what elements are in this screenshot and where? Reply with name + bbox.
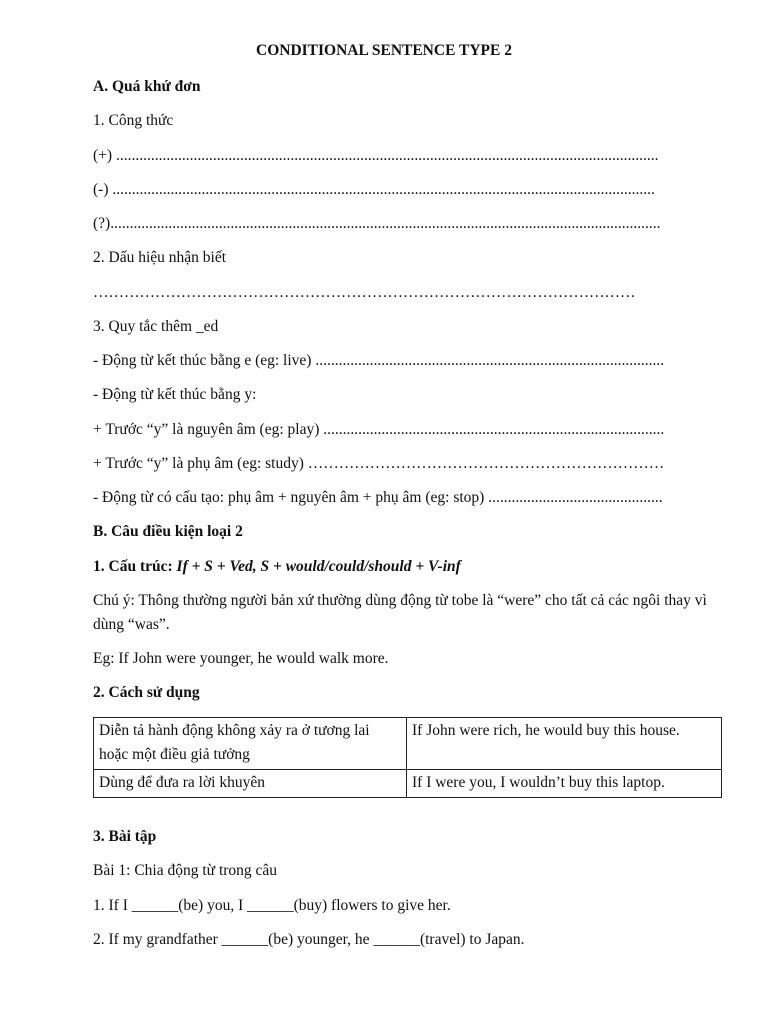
- rule-y-vowel: + Trước “y” là nguyên âm (eg: play) ........................................................................................: [93, 421, 665, 438]
- positive-form-blank: (+) ............................................................................................................................................: [93, 147, 659, 164]
- structure-label: 1. Cấu trúc:: [93, 558, 177, 575]
- section-a-heading: A. Quá khứ đơn: [93, 78, 201, 95]
- example-sentence: Eg: If John were younger, he would walk more.: [93, 650, 389, 667]
- rule-ending-e: - Động từ kết thúc bằng e (eg: live) ..........................................................................................: [93, 352, 665, 369]
- signs-blank: ……………………………………………………………………………………………: [93, 284, 636, 301]
- usage-example-cell: If I were you, I wouldn’t buy this laptop.: [407, 770, 722, 798]
- ed-rules-heading: 3. Quy tắc thêm _ed: [93, 318, 219, 335]
- document-title: CONDITIONAL SENTENCE TYPE 2: [256, 42, 512, 59]
- rule-ending-y: - Động từ kết thúc bằng y:: [93, 386, 257, 403]
- section-b-heading: B. Câu điều kiện loại 2: [93, 523, 243, 540]
- exercise1-title: Bài 1: Chia động từ trong câu: [93, 862, 278, 879]
- structure-formula: If + S + Ved, S + would/could/should + V-inf: [176, 558, 461, 575]
- formula-heading: 1. Công thức: [93, 112, 174, 129]
- rule-cvc: - Động từ có cấu tạo: phụ âm + nguyên âm + phụ âm (eg: stop) .............................................: [93, 489, 663, 506]
- negative-form-blank: (-) ............................................................................................................................................: [93, 181, 655, 198]
- table-row: [94, 770, 722, 798]
- rule-y-consonant: + Trước “y” là phụ âm (eg: study) ……………………………………………………………: [93, 455, 665, 472]
- usage-description-cell: Diễn tả hành động không xảy ra ở tương lai hoặc một điều giả tưởng: [94, 718, 407, 770]
- usage-note: Chú ý: Thông thường người bản xứ thường dùng động từ tobe là “were” cho tất cả các ngôi thay vì dùng “was”.: [93, 592, 707, 633]
- list-item: 1. If I ______(be) you, I ______(buy) flowers to give her.: [93, 897, 451, 914]
- signs-heading: 2. Dấu hiệu nhận biết: [93, 249, 227, 266]
- usage-heading: 2. Cách sử dụng: [93, 684, 200, 701]
- usage-table: [93, 717, 722, 798]
- exercise-heading: 3. Bài tập: [93, 828, 157, 845]
- question-form-blank: (?)..............................................................................................................................................: [93, 215, 661, 232]
- table-row: [94, 718, 722, 770]
- structure-line: [93, 556, 723, 578]
- list-item: 2. If my grandfather ______(be) younger, he ______(travel) to Japan.: [93, 931, 525, 948]
- usage-example-cell: If John were rich, he would buy this house.: [407, 718, 722, 770]
- usage-description-cell: Dùng để đưa ra lời khuyên: [94, 770, 407, 798]
